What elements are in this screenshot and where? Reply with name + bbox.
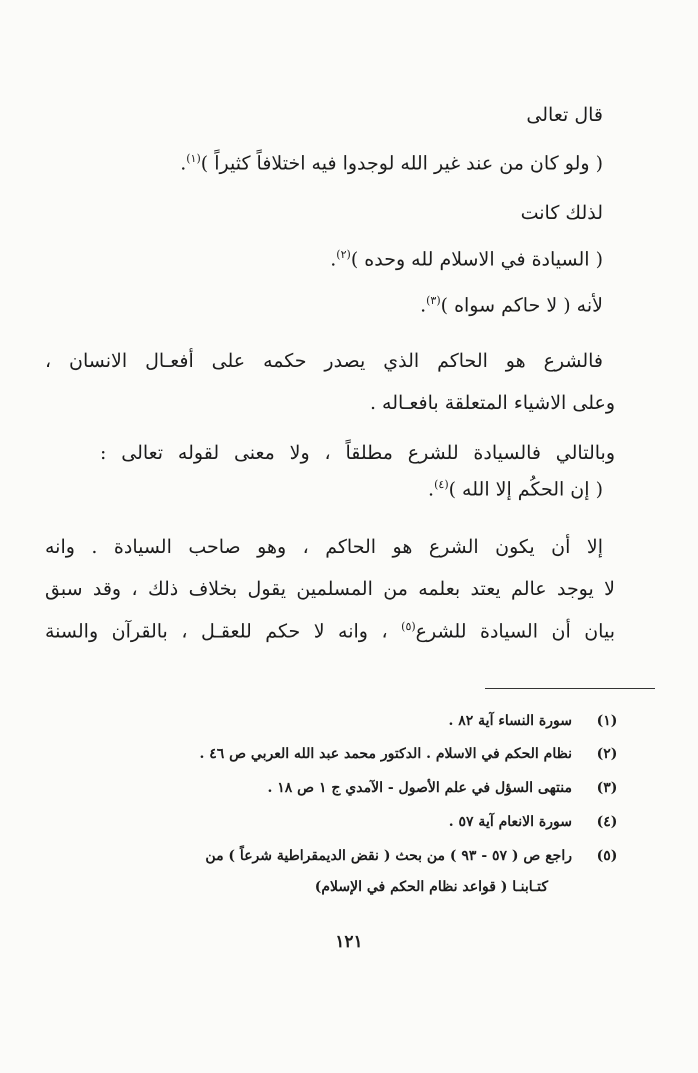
text-line-6: فالشرع هو الحاكم الذي يصدر حكمه على أفعـال الانسان ، bbox=[45, 350, 603, 372]
text-line-4: ( السيادة في الاسلام لله وحده )$^{(٢)}$. bbox=[330, 248, 603, 271]
footnote-4: (٤)سورة الانعام آية ٥٧ . bbox=[448, 814, 618, 830]
footnote-ref-4: (٤) bbox=[434, 478, 449, 491]
footnote-5-continuation: كتـابنـا ( قواعد نظام الحكم في الإسلام) bbox=[314, 879, 548, 895]
footnote-separator bbox=[485, 688, 655, 689]
text-line-8: وبالتالي فالسيادة للشرع مطلقاً ، ولا معنى لقوله تعالى : bbox=[100, 442, 615, 464]
text-line-10: إلا أن يكون الشرع هو الحاكم ، وهو صاحب السيادة . وانه bbox=[45, 536, 603, 558]
footnote-ref-5: (٥) bbox=[401, 620, 416, 633]
footnote-2: (٢)نظام الحكم في الاسلام . الدكتور محمد عبد الله العربي ص ٤٦ . bbox=[199, 746, 618, 762]
footnote-3: (٣)منتهى السؤل في علم الأصول - الآمدي ج ١ ص ١٨ . bbox=[267, 780, 618, 796]
text-line-5: لأنه ( لا حاكم سواه )$^{(٣)}$. bbox=[420, 294, 603, 317]
text-line-2: ( ولو كان من عند غير الله لوجدوا فيه اختلافاً كثيراً )$^{(١)}$. bbox=[180, 152, 603, 175]
footnote-ref-1: (١) bbox=[186, 152, 201, 165]
text-line-11: لا يوجد عالم يعتد بعلمه من المسلمين يقول بخلاف ذلك ، وقد سبق bbox=[45, 578, 615, 600]
footnote-1: (١)سورة النساء آية ٨٢ . bbox=[448, 713, 618, 729]
text-line-12: بيان أن السيادة للشرع$^{(٥)}$ ، وانه لا حكم للعقـل ، بالقرآن والسنة bbox=[45, 620, 615, 643]
footnote-ref-2: (٢) bbox=[336, 248, 351, 261]
text-line-9: ( إن الحكُم إلا الله )$^{(٤)}$. bbox=[428, 478, 603, 501]
page-number: ١٢١ bbox=[335, 932, 363, 952]
text-line-1: قال تعالى bbox=[526, 104, 603, 126]
footnote-ref-3: (٣) bbox=[426, 294, 441, 307]
text-line-3: لذلك كانت bbox=[520, 202, 603, 224]
text-line-7: وعلى الاشياء المتعلقة بافعـاله . bbox=[369, 392, 615, 414]
footnote-5: (٥)راجع ص ( ٥٧ - ٩٣ ) من بحث ( نقض الديمقراطية شرعاً ) من bbox=[205, 848, 618, 864]
